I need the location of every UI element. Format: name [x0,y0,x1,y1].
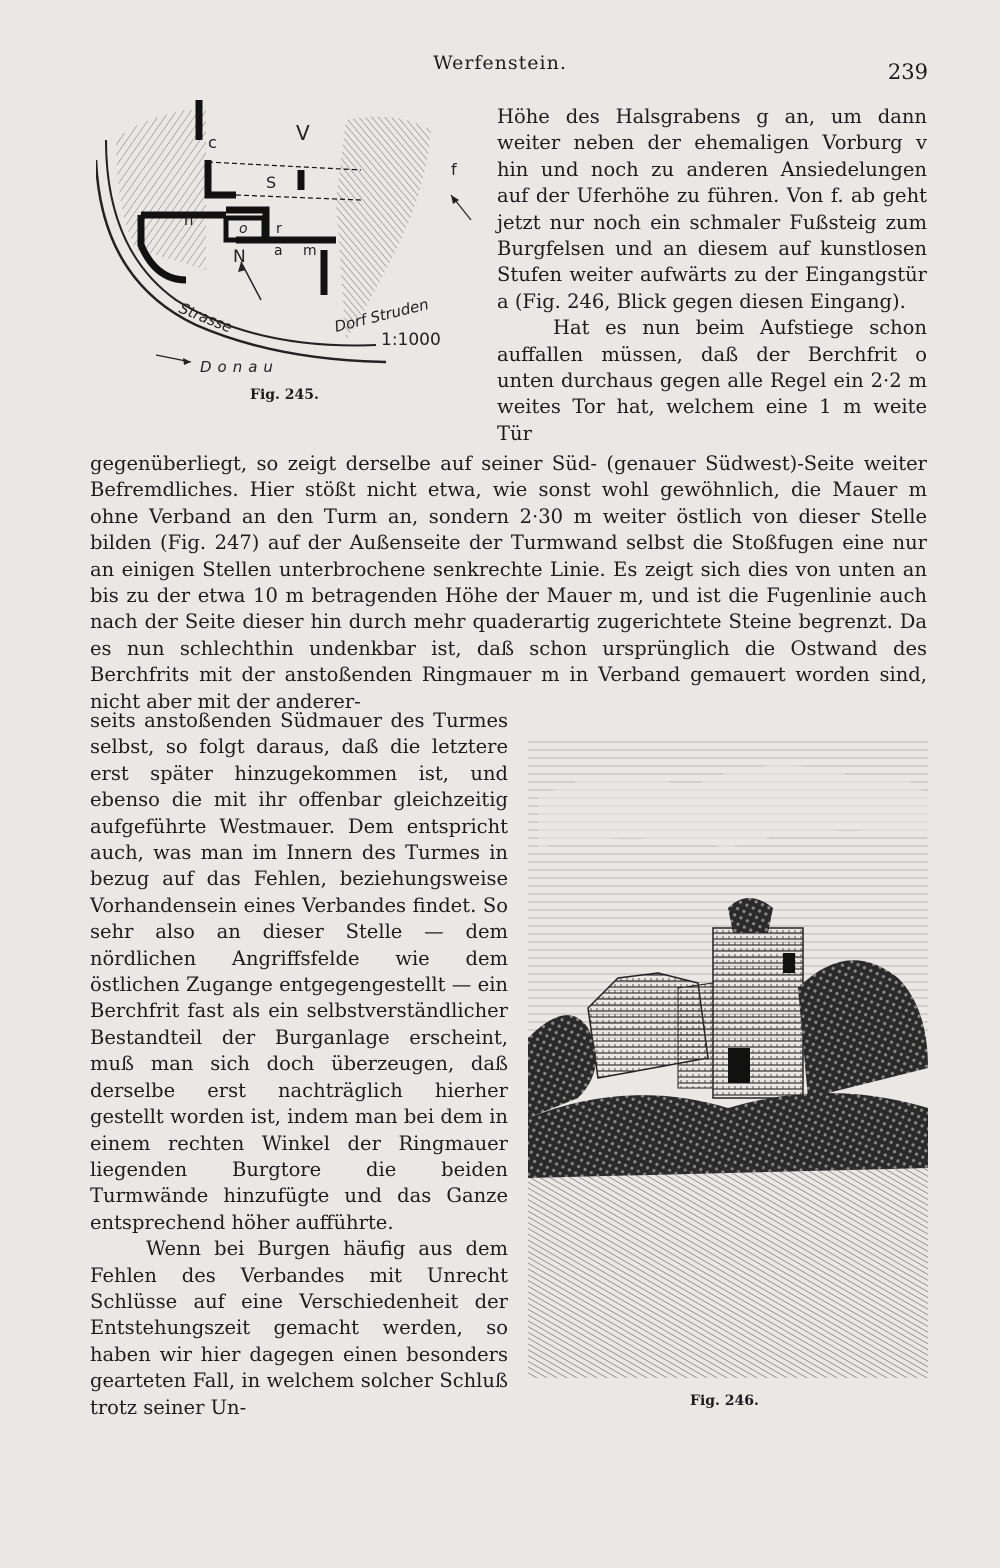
label-scale: 1:1000 [381,330,441,350]
label-v: V [296,121,310,145]
figure-246-caption: Fig. 246. [690,1393,759,1409]
castle-engraving [528,738,928,1378]
figure-246-castle-illustration [528,738,928,1378]
paragraph-3: Wenn bei Burgen häufig aus dem Fehlen des Verbandes mit Unrecht Schlüsse auf eine Verschiedenheit der Entstehungszeit gemacht werden, so haben wir hier dagegen einen besonders gearteten Fall, in welchem solcher Schluß trotz seiner Un- [90,1237,508,1419]
paragraph-1: Höhe des Halsgrabens g an, um dann weiter neben der ehemaligen Vorburg v hin und noch zu anderen Ansiedelungen auf der Uferhöhe zu führen. Von f. ab geht jetzt nur noch ein schmaler Fußsteig zum Burgfelsen und an diesem auf kunstlosen Stufen weiter aufwärts zu der Eingangstür a (Fig. 246, Blick gegen diesen Eingang). [497,105,927,313]
label-strasse: Strasse [176,299,235,337]
tower-window [783,953,795,973]
shrubs [528,1093,928,1178]
paragraph-2: Hat es nun beim Aufstiege schon auffallen müssen, daß der Berchfrit o unten durchaus gegen alle Regel ein 2·2 m weites Tor hat, welchem eine 1 m weite Tür [497,316,927,445]
label-s: S [266,173,277,192]
label-a: a [274,243,283,259]
page-number: 239 [887,60,928,84]
ruin-wall-middle [678,983,713,1088]
paragraph-2-continued: gegenüberliegt, so zeigt derselbe auf seiner Süd- (genauer Südwest)-Seite weiter Befremdliches. Hier stößt nicht etwa, wie sonst wohl gewöhnlich, die Mauer m ohne Verband an den Turm an, sondern 2·30 m weiter östlich von dieser Stelle bilden (Fig. 247) auf der Außenseite der Turmwand selbst die Stoßfugen eine nur an einigen Stellen unterbrochene senkrechte Linie. Es zeigt sich dies von unten an bis zu der etwa 10 m betragenden Höhe der Mauer m, und ist die Fugenlinie auch nach der Seite dieser hin durch mehr quaderartig zugerichtete Steine begrenzt. Da es nun schlechthin undenkbar ist, daß schon ursprünglich die Ostwand des Berchfrits mit der anstoßenden Ringmauer m in Verband gemauert worden sind, nicht aber mit der anderer- [90,452,927,713]
figure-245-caption: Fig. 245. [250,387,319,403]
label-c: c [208,133,217,152]
label-donau: Donau [200,358,279,376]
right-column-text [497,104,927,447]
running-title: Werfenstein. [433,52,567,74]
label-north: N [233,247,246,267]
label-dorf-struden: Dorf Struden [332,295,431,336]
paragraph-2-end: seits anstoßenden Südmauer des Turmes selbst, so folgt daraus, daß die letztere erst später hinzugekommen ist, und ebenso die mit ihr offenbar gleichzeitig aufgeführte Westmauer. Dem entspricht auch, was man im Innern des Turmes in bezug auf das Fehlen, beziehungsweise Vorhandensein eines Verbandes findet. So sehr also an dieser Stelle — dem nördlichen Angriffsfelde wie dem östlichen Zugange entgegengestellt — ein Berchfrit fast als ein selbstverständlicher Bestandteil der Burganlage erscheint, muß man sich doch überzeugen, daß derselbe erst nachträglich hierher gestellt worden ist, indem man bei dem in einem rechten Winkel der Ringmauer liegenden Burgtore die beiden Turmwände hinzufügte und das Ganze entsprechend höher aufführte. [90,709,508,1234]
site-plan-drawing [96,100,476,400]
label-n: n [184,211,194,229]
left-column-text [90,708,508,1421]
full-width-text [90,451,927,715]
figure-245-site-plan [96,100,476,400]
label-r: r [276,221,282,237]
label-m: m [303,243,317,259]
label-f: f [451,160,457,179]
tower-doorway [728,1048,750,1083]
meadow-slope [528,1165,928,1378]
label-o: o [239,221,248,237]
